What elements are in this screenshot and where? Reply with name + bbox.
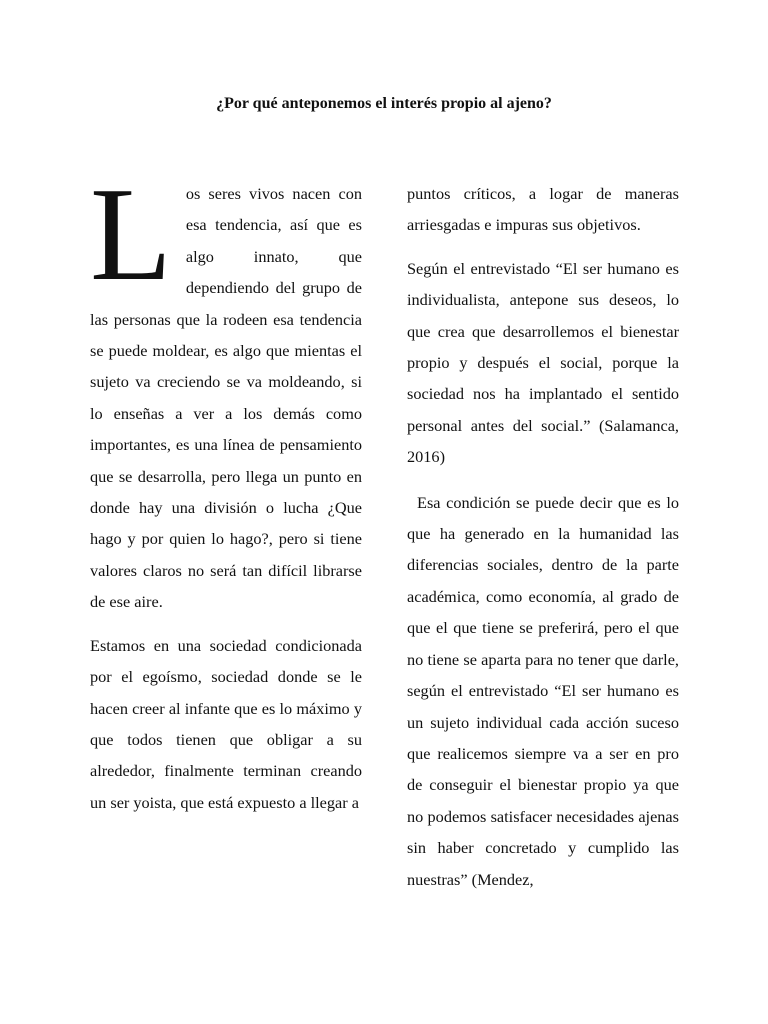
paragraph-3: puntos críticos, a logar de maneras arriesgadas e impuras sus objetivos. bbox=[407, 184, 679, 235]
paragraph-5: Esa condición se puede decir que es lo que ha generado en la humanidad las diferencias sociales, dentro de la parte académica, como economía, al grado de que el que tiene se preferirá, pero el que no tiene se aparta para no tener que darle, según el entrevistado “El ser humano es un sujeto individual cada acción suceso que realicemos siempre va a ser en pro de conseguir el bienestar propio ya que no podemos satisfacer necesidades ajenas sin haber concretado y cumplido las nuestras” (Mendez, bbox=[407, 492, 679, 889]
right-column bbox=[407, 178, 679, 895]
paragraph-2: Estamos en una sociedad condicionada por el egoísmo, sociedad donde se le hacen creer al infante que es lo máximo y que todos tienen que obligar a su alrededor, finalmente terminan creando un ser yoista, que está expuesto a llegar a bbox=[90, 635, 362, 812]
paragraph-4: Según el entrevistado “El ser humano es individualista, antepone sus deseos, lo que crea que desarrollemos el bienestar propio y después el social, porque la sociedad nos ha implantado el sentido personal antes del social.” (Salamanca, 2016) bbox=[407, 258, 679, 467]
left-column bbox=[90, 160, 362, 818]
page-title: ¿Por qué anteponemos el interés propio al ajeno? bbox=[216, 95, 552, 112]
paragraph-1-text: os seres vivos nacen con esa tendencia, así que es algo innato, que dependiendo del grupo de las personas que la rodeen esa tendencia se puede moldear, es algo que mientas el sujeto va creciendo se va moldeando, si lo enseñas a ver a los demás como importantes, es una línea de pensamiento que se desarrolla, pero llega un punto en donde hay una división o lucha ¿Que hago y por quien lo hago?, pero si tiene valores claros no será tan difícil librarse de ese aire. bbox=[90, 184, 362, 612]
drop-cap: L bbox=[90, 160, 172, 308]
paragraph-1 bbox=[90, 160, 362, 618]
